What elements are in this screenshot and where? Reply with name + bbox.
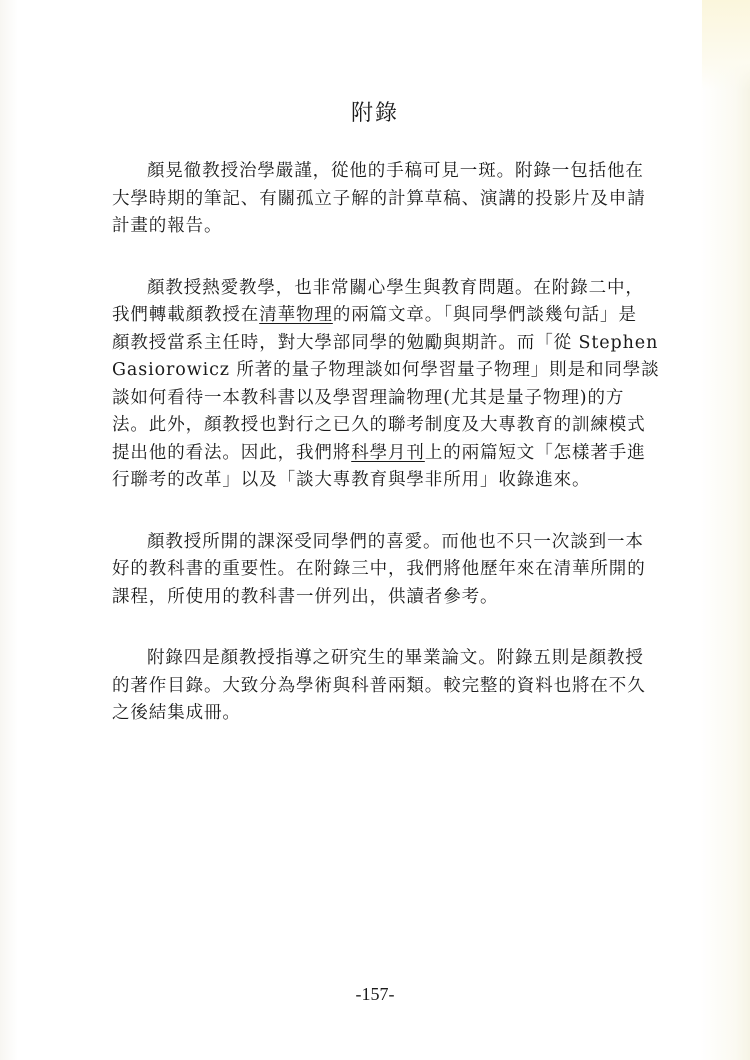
paragraph-3 bbox=[112, 529, 646, 612]
text-run: 顏教授熱愛教學，也非常關心學生與教育問題。在附錄二中， bbox=[147, 277, 644, 298]
text-line bbox=[112, 302, 637, 330]
text-line: 顏晃徹教授治學嚴謹，從他的手稿可見一斑。附錄一包括他在 bbox=[147, 161, 644, 181]
text-line bbox=[112, 412, 646, 440]
paper-corner-tint bbox=[702, 0, 750, 90]
text-run: 上的兩篇短文「怎樣著手進 bbox=[424, 442, 646, 463]
journal-title-qinghua-physics: 清華物理 bbox=[259, 305, 333, 325]
text-line: 顏教授所開的課深受同學們的喜愛。而他也不只一次談到一本 bbox=[147, 531, 644, 552]
journal-title-science-monthly: 科學月刊 bbox=[351, 442, 425, 463]
text-line bbox=[112, 357, 660, 385]
text-run: Gasiorowicz 所著的量子物理談如何學習量子物理」則是和同學談 bbox=[112, 360, 660, 380]
text-run: 行聯考的改革」以及「談大專教育與學非所用」收錄進來。 bbox=[112, 470, 591, 490]
text-run: 提出他的看法。因此，我們將 bbox=[112, 442, 352, 463]
text-line: 的著作目錄。大致分為學術與科普兩類。較完整的資料也將在不久 bbox=[112, 675, 646, 696]
page-title: 附錄 bbox=[350, 101, 399, 126]
text-line: 附錄四是顏教授指導之研究生的畢業論文。附錄五則是顏教授 bbox=[147, 648, 644, 668]
text-run: 顏教授當系主任時，對大學部同學的勉勵與期許。而「從 Stephen bbox=[112, 332, 659, 353]
text-line bbox=[112, 275, 644, 303]
text-line bbox=[112, 467, 630, 495]
text-line bbox=[112, 440, 646, 468]
text-line: 之後結集成冊。 bbox=[112, 703, 241, 723]
page-number: -157- bbox=[355, 984, 395, 1004]
text-line: 好的教科書的重要性。在附錄三中，我們將他歷年來在清華所開的 bbox=[112, 559, 646, 579]
text-line bbox=[112, 385, 630, 413]
text-run: 談如何看待一本教科書以及學習理論物理(尤其是量子物理)的方 bbox=[112, 387, 625, 408]
body-text bbox=[112, 158, 660, 762]
text-run: 我們轉載顏教授在 bbox=[112, 305, 260, 325]
paragraph-2 bbox=[112, 275, 660, 495]
text-line: 課程，所使用的教科書一併列出，供讀者參考。 bbox=[112, 586, 499, 607]
paragraph-4 bbox=[112, 645, 646, 728]
text-line: 計畫的報告。 bbox=[112, 216, 223, 236]
text-run: 法。此外，顏教授也對行之已久的聯考制度及大專教育的訓練模式 bbox=[112, 415, 646, 435]
paragraph-1 bbox=[112, 158, 646, 241]
text-run: 的兩篇文章。「與同學們談幾句話」是 bbox=[332, 305, 637, 325]
text-line: 大學時期的筆記、有關孤立子解的計算草稿、演講的投影片及申請 bbox=[112, 188, 646, 209]
text-line bbox=[112, 330, 659, 358]
